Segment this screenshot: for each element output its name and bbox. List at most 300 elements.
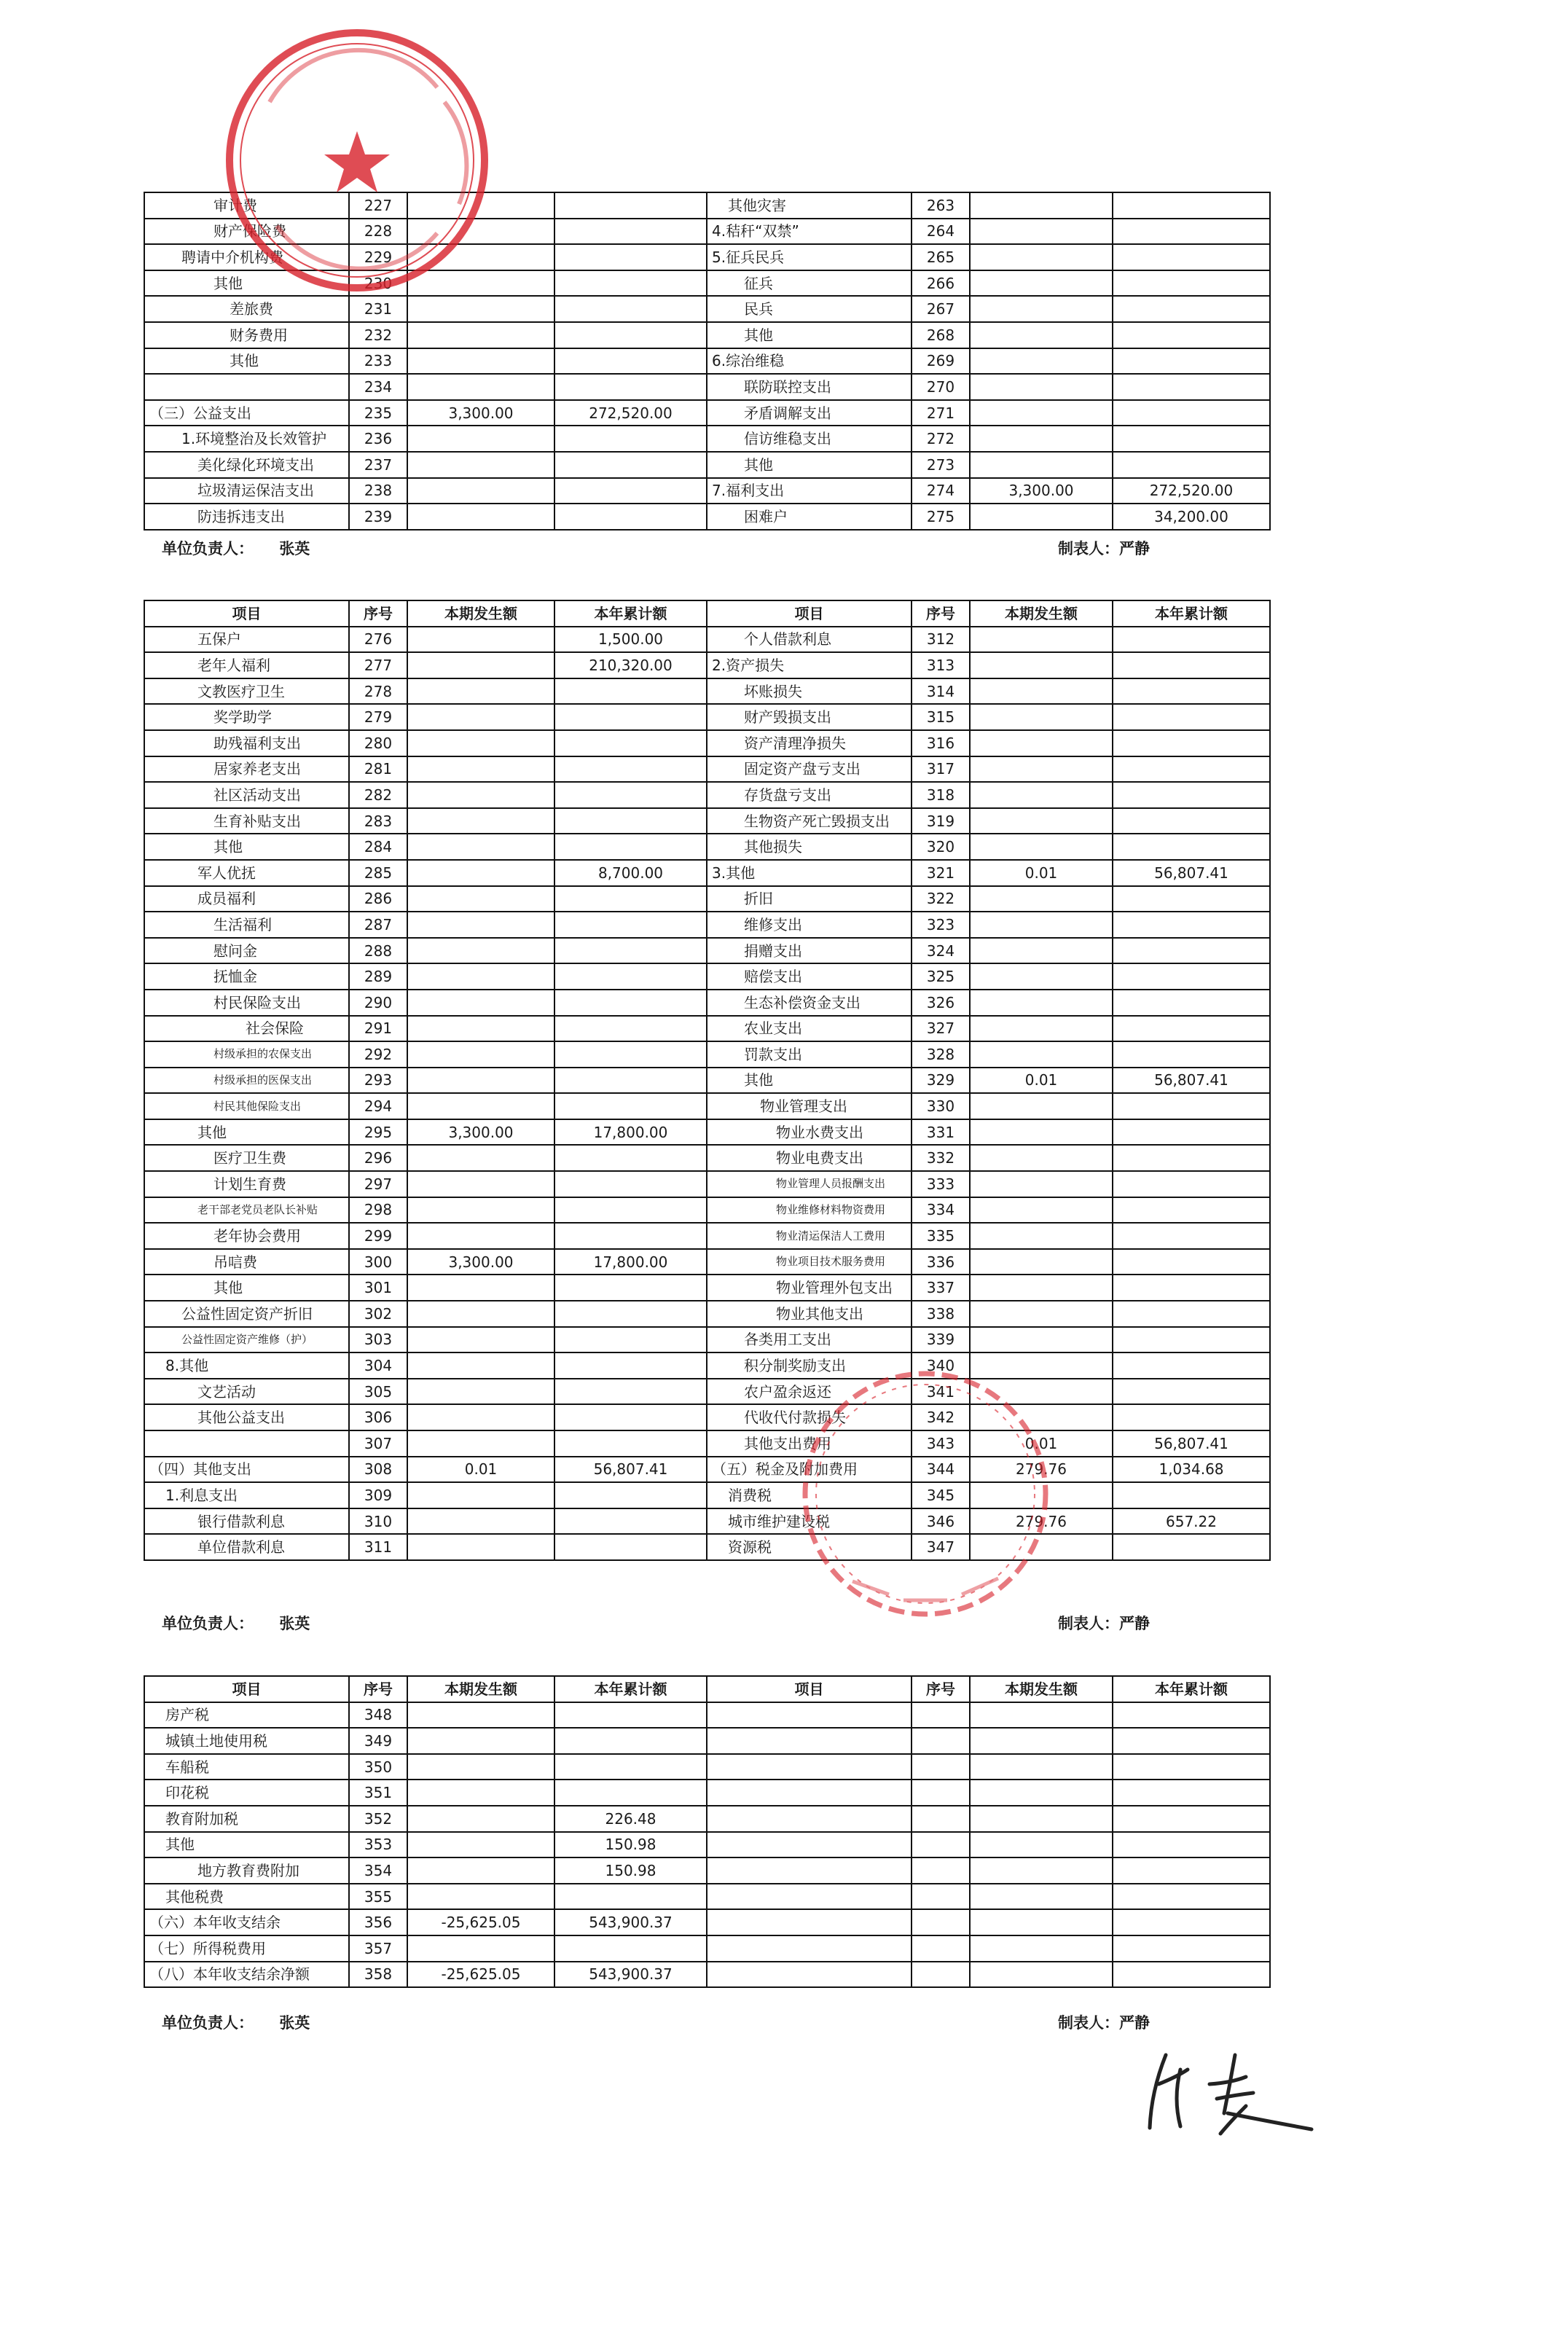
ytd-amount (1113, 1352, 1270, 1379)
seq-number: 332 (912, 1145, 970, 1171)
seq-number: 300 (349, 1249, 407, 1275)
table-row (144, 678, 1270, 705)
item-name: 社会保险 (144, 1016, 349, 1042)
current-amount (970, 296, 1113, 322)
ytd-amount: 272,520.00 (1113, 478, 1270, 504)
item-name: 3.其他 (707, 860, 912, 886)
ytd-amount: 56,807.41 (1113, 1068, 1270, 1094)
current-amount: 3,300.00 (970, 478, 1113, 504)
current-amount (407, 1780, 554, 1806)
preparer-name: 严静 (1119, 1615, 1150, 1632)
current-amount (407, 296, 554, 322)
item-name: 6.综治维稳 (707, 348, 912, 375)
table-row (144, 478, 1270, 504)
current-amount (970, 912, 1113, 938)
item-name: （六）本年收支结余 (144, 1909, 349, 1935)
ytd-amount (1113, 1832, 1270, 1858)
current-amount (970, 963, 1113, 990)
current-amount (970, 704, 1113, 730)
item-name: 物业管理外包支出 (707, 1275, 912, 1301)
col-current: 本期发生额 (970, 600, 1113, 627)
ytd-amount (1113, 1145, 1270, 1171)
item-name: 文教医疗卫生 (144, 678, 349, 705)
current-amount (407, 834, 554, 860)
ytd-amount (1113, 1197, 1270, 1224)
seq-number: 294 (349, 1093, 407, 1119)
item-name: 其他灾害 (707, 192, 912, 219)
current-amount: 3,300.00 (407, 1119, 554, 1146)
col-ytd: 本年累计额 (1113, 1676, 1270, 1702)
item-name: 公益性固定资产维修（护） (144, 1327, 349, 1353)
ytd-amount (554, 348, 707, 375)
ytd-amount (1113, 627, 1270, 653)
table-row (144, 1702, 1270, 1729)
table-row (144, 860, 1270, 886)
seq-number: 227 (349, 192, 407, 219)
item-name: 公益性固定资产折旧 (144, 1301, 349, 1327)
ytd-amount (1113, 1301, 1270, 1327)
seq-number: 239 (349, 504, 407, 530)
ytd-amount (554, 244, 707, 270)
seq-number: 278 (349, 678, 407, 705)
item-name (707, 1806, 912, 1832)
current-amount (407, 1016, 554, 1042)
current-amount (970, 782, 1113, 808)
seq-number: 298 (349, 1197, 407, 1224)
ytd-amount (1113, 678, 1270, 705)
table-row (144, 1275, 1270, 1301)
ytd-amount: 34,200.00 (1113, 504, 1270, 530)
table-header (144, 1676, 1270, 1702)
ytd-amount (1113, 782, 1270, 808)
item-name: 财产保险费 (144, 219, 349, 245)
ledger-table-1 (144, 192, 1271, 531)
ytd-amount (554, 990, 707, 1016)
item-name: 固定资产盘亏支出 (707, 756, 912, 783)
table-row (144, 1041, 1270, 1068)
seq-number: 290 (349, 990, 407, 1016)
col-seq: 序号 (912, 1676, 970, 1702)
current-amount (970, 1909, 1113, 1935)
col-ytd: 本年累计额 (1113, 600, 1270, 627)
item-name: 2.资产损失 (707, 652, 912, 678)
ytd-amount (554, 912, 707, 938)
current-amount (407, 808, 554, 834)
seq-number: 344 (912, 1457, 970, 1483)
seq-number: 340 (912, 1352, 970, 1379)
table-row (144, 834, 1270, 860)
current-amount (407, 912, 554, 938)
item-name: 美化绿化环境支出 (144, 452, 349, 478)
current-amount: 3,300.00 (407, 1249, 554, 1275)
table-row (144, 1457, 1270, 1483)
ytd-amount (1113, 834, 1270, 860)
ytd-amount (554, 963, 707, 990)
item-name: 地方教育费附加 (144, 1857, 349, 1884)
ytd-amount (1113, 963, 1270, 990)
table-row (144, 270, 1270, 297)
item-name: 资源税 (707, 1534, 912, 1560)
seq-number: 313 (912, 652, 970, 678)
table-row (144, 808, 1270, 834)
seq-number: 283 (349, 808, 407, 834)
item-name: 生物资产死亡毁损支出 (707, 808, 912, 834)
current-amount (970, 1301, 1113, 1327)
seq-number: 353 (349, 1832, 407, 1858)
item-name: 罚款支出 (707, 1041, 912, 1068)
seq-number: 354 (349, 1857, 407, 1884)
item-name (144, 374, 349, 400)
ytd-amount (554, 478, 707, 504)
current-amount (407, 678, 554, 705)
item-name: 生育补贴支出 (144, 808, 349, 834)
item-name: 房产税 (144, 1702, 349, 1729)
current-amount (970, 1806, 1113, 1832)
seq-number: 305 (349, 1379, 407, 1405)
item-name: 5.征兵民兵 (707, 244, 912, 270)
item-name: 维修支出 (707, 912, 912, 938)
seq-number: 269 (912, 348, 970, 375)
item-name (707, 1702, 912, 1729)
ytd-amount (1113, 1016, 1270, 1042)
item-name: 其他 (707, 1068, 912, 1094)
seq-number: 281 (349, 756, 407, 783)
responsible-label: 单位负责人： (162, 540, 254, 557)
seq-number (912, 1962, 970, 1988)
ytd-amount (554, 782, 707, 808)
current-amount (970, 1857, 1113, 1884)
col-ytd: 本年累计额 (554, 600, 707, 627)
item-name: 其他支出费用 (707, 1430, 912, 1457)
seq-number: 334 (912, 1197, 970, 1224)
seq-number: 342 (912, 1404, 970, 1430)
item-name: 代收代付款损失 (707, 1404, 912, 1430)
current-amount (407, 1301, 554, 1327)
table-row (144, 886, 1270, 912)
table-row (144, 504, 1270, 530)
ytd-amount (554, 1327, 707, 1353)
seq-number: 279 (349, 704, 407, 730)
current-amount (407, 426, 554, 452)
seq-number: 345 (912, 1482, 970, 1508)
current-amount (970, 756, 1113, 783)
current-amount: 279.76 (970, 1508, 1113, 1535)
item-name (707, 1935, 912, 1962)
item-name: 防违拆违支出 (144, 504, 349, 530)
current-amount (407, 1534, 554, 1560)
ytd-amount: 17,800.00 (554, 1119, 707, 1146)
seq-number (912, 1780, 970, 1806)
item-name: 积分制奖励支出 (707, 1352, 912, 1379)
seq-number (912, 1702, 970, 1729)
seq-number: 303 (349, 1327, 407, 1353)
current-amount: 0.01 (970, 1430, 1113, 1457)
col-current: 本期发生额 (970, 1676, 1113, 1702)
ytd-amount (554, 1171, 707, 1197)
item-name: （八）本年收支结余净额 (144, 1962, 349, 1988)
current-amount: 279.76 (970, 1457, 1113, 1483)
table-row (144, 296, 1270, 322)
item-name: 财务费用 (144, 322, 349, 348)
table-row (144, 1068, 1270, 1094)
ytd-amount (554, 1197, 707, 1224)
current-amount (970, 834, 1113, 860)
item-name: 医疗卫生费 (144, 1145, 349, 1171)
item-name: 差旅费 (144, 296, 349, 322)
seq-number: 326 (912, 990, 970, 1016)
seq-number: 309 (349, 1482, 407, 1508)
ytd-amount (554, 1884, 707, 1910)
ytd-amount (554, 1482, 707, 1508)
table-header (144, 600, 1270, 627)
seq-number: 276 (349, 627, 407, 653)
ytd-amount (554, 756, 707, 783)
seq-number: 235 (349, 400, 407, 426)
seq-number: 293 (349, 1068, 407, 1094)
table-row (144, 1754, 1270, 1780)
current-amount: -25,625.05 (407, 1909, 554, 1935)
table-row (144, 1780, 1270, 1806)
table-row (144, 1430, 1270, 1457)
item-name: 征兵 (707, 270, 912, 297)
current-amount (970, 1728, 1113, 1754)
seq-number: 270 (912, 374, 970, 400)
ytd-amount (1113, 1093, 1270, 1119)
ytd-amount (1113, 348, 1270, 375)
table-row (144, 1482, 1270, 1508)
item-name: 物业清运保洁人工费用 (707, 1223, 912, 1249)
seq-number: 295 (349, 1119, 407, 1146)
item-name: 村级承担的农保支出 (144, 1041, 349, 1068)
ytd-amount (1113, 990, 1270, 1016)
current-amount (407, 756, 554, 783)
item-name (707, 1780, 912, 1806)
seq-number (912, 1754, 970, 1780)
footer-2-preparer (1058, 1612, 1150, 1634)
current-amount (970, 322, 1113, 348)
current-amount (970, 348, 1113, 375)
seq-number: 329 (912, 1068, 970, 1094)
current-amount (970, 1884, 1113, 1910)
col-seq: 序号 (349, 600, 407, 627)
ytd-amount: 1,500.00 (554, 627, 707, 653)
ytd-amount (554, 1275, 707, 1301)
footer-2 (162, 1612, 310, 1634)
seq-number: 312 (912, 627, 970, 653)
table-row (144, 1534, 1270, 1560)
table-row (144, 1857, 1270, 1884)
ytd-amount (554, 1352, 707, 1379)
table-row (144, 756, 1270, 783)
current-amount (970, 1249, 1113, 1275)
current-amount (970, 426, 1113, 452)
preparer-label: 制表人： (1058, 1615, 1119, 1632)
item-name: 8.其他 (144, 1352, 349, 1379)
current-amount: 0.01 (407, 1457, 554, 1483)
ytd-amount (554, 1534, 707, 1560)
seq-number: 315 (912, 704, 970, 730)
item-name: 生态补偿资金支出 (707, 990, 912, 1016)
seq-number: 289 (349, 963, 407, 990)
table-row (144, 400, 1270, 426)
current-amount: -25,625.05 (407, 1962, 554, 1988)
ytd-amount: 17,800.00 (554, 1249, 707, 1275)
current-amount (407, 886, 554, 912)
ytd-amount (554, 808, 707, 834)
current-amount (970, 627, 1113, 653)
table-row (144, 1145, 1270, 1171)
seq-number: 319 (912, 808, 970, 834)
ytd-amount (554, 1016, 707, 1042)
table-row (144, 348, 1270, 375)
item-name: 其他公益支出 (144, 1404, 349, 1430)
seq-number: 348 (349, 1702, 407, 1729)
item-name: 村民保险支出 (144, 990, 349, 1016)
seq-number: 236 (349, 426, 407, 452)
seq-number: 322 (912, 886, 970, 912)
ytd-amount (1113, 270, 1270, 297)
current-amount (407, 963, 554, 990)
seq-number: 330 (912, 1093, 970, 1119)
table-row (144, 963, 1270, 990)
ytd-amount: 150.98 (554, 1832, 707, 1858)
table-row (144, 652, 1270, 678)
ytd-amount (1113, 652, 1270, 678)
table-row (144, 1171, 1270, 1197)
col-seq: 序号 (349, 1676, 407, 1702)
seq-number: 233 (349, 348, 407, 375)
seq-number: 292 (349, 1041, 407, 1068)
ytd-amount (1113, 426, 1270, 452)
seq-number: 286 (349, 886, 407, 912)
current-amount (970, 1534, 1113, 1560)
current-amount (407, 730, 554, 756)
seq-number: 343 (912, 1430, 970, 1457)
current-amount (970, 219, 1113, 245)
item-name (707, 1909, 912, 1935)
item-name: 物业管理人员报酬支出 (707, 1171, 912, 1197)
item-name: 老年协会费用 (144, 1223, 349, 1249)
item-name: 民兵 (707, 296, 912, 322)
ytd-amount (554, 374, 707, 400)
item-name: 其他税费 (144, 1884, 349, 1910)
ytd-amount (1113, 1327, 1270, 1353)
seq-number (912, 1832, 970, 1858)
ytd-amount (554, 1068, 707, 1094)
table-row (144, 1884, 1270, 1910)
current-amount (407, 1145, 554, 1171)
ytd-amount (1113, 1379, 1270, 1405)
current-amount (970, 1352, 1113, 1379)
current-amount (970, 652, 1113, 678)
current-amount (970, 1145, 1113, 1171)
current-amount (407, 1327, 554, 1353)
seq-number (912, 1806, 970, 1832)
item-name: 赔偿支出 (707, 963, 912, 990)
col-item: 项目 (707, 600, 912, 627)
seq-number: 325 (912, 963, 970, 990)
ytd-amount (1113, 374, 1270, 400)
current-amount (407, 652, 554, 678)
current-amount (407, 1352, 554, 1379)
item-name: 其他 (144, 1832, 349, 1858)
item-name: 社区活动支出 (144, 782, 349, 808)
item-name: 矛盾调解支出 (707, 400, 912, 426)
current-amount (407, 1702, 554, 1729)
table-row (144, 1249, 1270, 1275)
item-name: 生活福利 (144, 912, 349, 938)
current-amount (407, 1806, 554, 1832)
item-name: 物业水费支出 (707, 1119, 912, 1146)
current-amount (407, 938, 554, 964)
ytd-amount (1113, 1754, 1270, 1780)
table-row (144, 1379, 1270, 1405)
current-amount (407, 270, 554, 297)
item-name: 教育附加税 (144, 1806, 349, 1832)
ytd-amount (554, 1430, 707, 1457)
current-amount (407, 1482, 554, 1508)
current-amount (970, 374, 1113, 400)
current-amount (407, 1857, 554, 1884)
table-row (144, 1016, 1270, 1042)
item-name: 存货盘亏支出 (707, 782, 912, 808)
item-name: 聘请中介机构费 (144, 244, 349, 270)
seq-number: 307 (349, 1430, 407, 1457)
table-row (144, 244, 1270, 270)
item-name: 其他 (144, 1275, 349, 1301)
seq-number: 274 (912, 478, 970, 504)
seq-number: 302 (349, 1301, 407, 1327)
seq-number: 273 (912, 452, 970, 478)
seq-number: 299 (349, 1223, 407, 1249)
current-amount (407, 704, 554, 730)
current-amount (970, 1275, 1113, 1301)
current-amount (970, 1832, 1113, 1858)
preparer-name: 严静 (1119, 2014, 1150, 2032)
ytd-amount (554, 730, 707, 756)
current-amount (970, 452, 1113, 478)
seq-number: 271 (912, 400, 970, 426)
current-amount (970, 1171, 1113, 1197)
ytd-amount (1113, 756, 1270, 783)
item-name: 个人借款利息 (707, 627, 912, 653)
item-name: 居家养老支出 (144, 756, 349, 783)
ytd-amount (554, 886, 707, 912)
current-amount (407, 1223, 554, 1249)
item-name: 垃圾清运保洁支出 (144, 478, 349, 504)
item-name: 联防联控支出 (707, 374, 912, 400)
ytd-amount (554, 1780, 707, 1806)
signature (1137, 2040, 1355, 2142)
ytd-amount (1113, 1806, 1270, 1832)
seq-number: 267 (912, 296, 970, 322)
item-name: 老年人福利 (144, 652, 349, 678)
item-name: 老干部老党员老队长补贴 (144, 1197, 349, 1224)
seq-number: 291 (349, 1016, 407, 1042)
seq-number: 296 (349, 1145, 407, 1171)
ytd-amount (1113, 912, 1270, 938)
seq-number: 317 (912, 756, 970, 783)
table-row (144, 1223, 1270, 1249)
responsible-label: 单位负责人： (162, 1615, 254, 1632)
ytd-amount (554, 1301, 707, 1327)
seq-number: 338 (912, 1301, 970, 1327)
ytd-amount: 1,034.68 (1113, 1457, 1270, 1483)
ytd-amount (554, 1508, 707, 1535)
current-amount (970, 1780, 1113, 1806)
item-name: 村民其他保险支出 (144, 1093, 349, 1119)
table-row (144, 1806, 1270, 1832)
